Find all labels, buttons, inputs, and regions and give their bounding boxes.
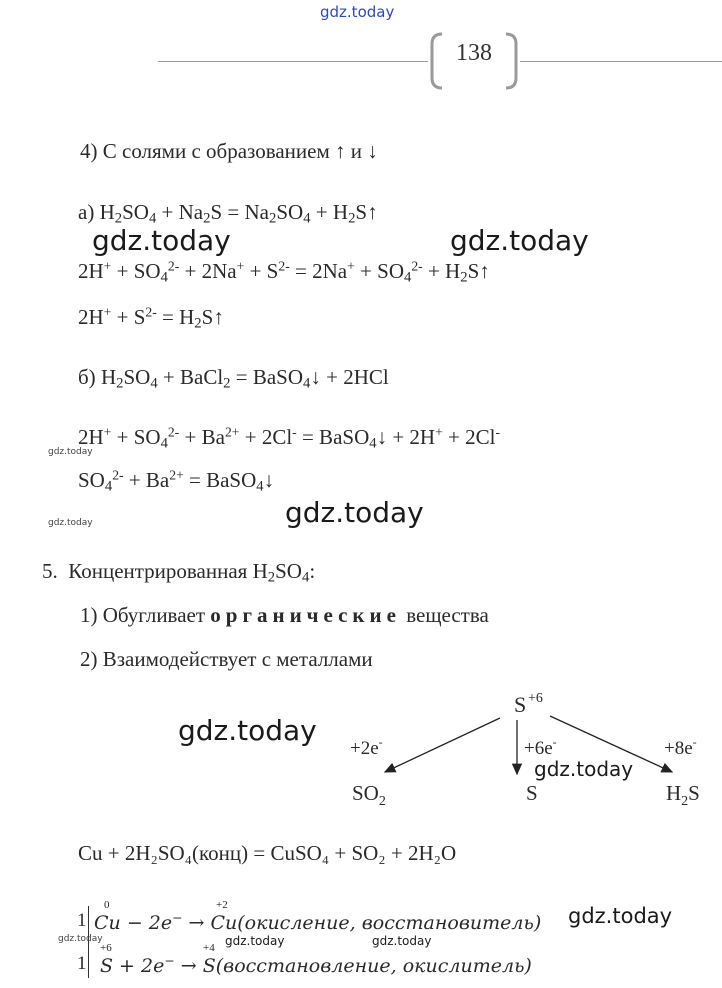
watermark-4: gdz.today: [178, 714, 317, 747]
section5-text: Концентрированная: [68, 559, 253, 583]
balance-ox-s4: +4: [203, 942, 215, 954]
product-h2s: $H_2S$: [666, 781, 700, 809]
label-plus-8e: +8e-: [664, 735, 697, 759]
watermark-1: gdz.today: [92, 224, 231, 257]
product-s: S: [526, 781, 538, 805]
section5-item1: [80, 602, 489, 628]
label-plus-6e: +6e-: [524, 735, 557, 759]
balance-row-2: S + 2e− → S(восстановление, окислитель): [100, 954, 532, 977]
page-number: 138: [456, 40, 492, 66]
eq-a-molecular: а) $H_2SO_4 + Na_2S = Na_2SO_4$ + $H_2S↑$: [78, 200, 378, 227]
balance-row-1: Cu − 2e− → Cu(окисление, восстановитель): [94, 911, 542, 934]
header-rule-left: [158, 61, 428, 62]
section4-heading: 4) С солями с образованием ↑ и ↓: [80, 139, 378, 163]
eq-a-short-ionic: $2H^+ + S^{2-}$ = $H_2S↑$: [78, 304, 224, 332]
header-watermark: gdz.today: [320, 3, 395, 21]
balance-ox-cu0: 0: [104, 899, 110, 911]
watermark-2: gdz.today: [450, 224, 589, 257]
item1-prefix: 1) Обугливает: [80, 603, 211, 627]
product-so2: $SO_2$: [352, 781, 386, 809]
watermark-small-2: gdz.today: [48, 518, 93, 528]
section5-number: 5.: [42, 559, 58, 583]
item1-suffix: вещества: [400, 603, 489, 627]
diagram-top-element: S: [514, 692, 527, 717]
arrow-to-so2: [385, 718, 500, 772]
eq-a-full-ionic: $2H^+ + SO_4^{2-} + 2Na^+ + S^{2-} = 2Na^+ + SO_4^{2-}$ + $H_2S↑$: [78, 258, 490, 286]
balance-ox-cu2: +2: [216, 899, 228, 911]
header-rule-right: [520, 61, 722, 62]
label-plus-2e: +2e-: [350, 735, 383, 759]
watermark-small-5: gdz.today: [372, 934, 432, 948]
balance-coef-2: 1: [77, 953, 87, 974]
eq-b-full-ionic: $2H^+ + SO_4^{2-} + Ba^{2+} + 2Cl^-$ = BaSO$_4$↓ + 2H+ + 2Cl-: [78, 424, 501, 452]
copper-reaction: Cu + 2H₂SO₄(конц) = CuSO₄ + SO₂ + 2H₂O: [78, 841, 457, 865]
balance-ox-s6: +6: [100, 942, 112, 954]
item1-emphasis: органические: [210, 603, 401, 627]
eq-b-molecular: б) $H_2SO_4$ + BaCl$_2$ = BaSO$_4$↓ + 2HCl: [78, 365, 389, 392]
watermark-3: gdz.today: [285, 496, 424, 529]
watermark-5: gdz.today: [534, 757, 634, 781]
watermark-small-3: gdz.today: [58, 934, 103, 944]
section5-item2: 2) Взаимодействует с металлами: [80, 647, 373, 671]
watermark-small-4: gdz.today: [225, 934, 285, 948]
watermark-small-1: gdz.today: [48, 447, 93, 457]
watermark-6: gdz.today: [568, 904, 673, 928]
eq-a-label: а): [78, 200, 100, 224]
eq-b-short-ionic: $SO_4^{2-} + Ba^{2+}$ = BaSO$_4$↓: [78, 467, 275, 495]
balance-coef-1: 1: [77, 910, 87, 931]
diagram-top-oxidation: +6: [528, 691, 543, 706]
sulfur-reduction-diagram: [0, 680, 722, 810]
eq-b-label: б): [78, 365, 101, 389]
section5-heading: 5. Концентрированная $H_2SO_4$:: [42, 559, 316, 586]
